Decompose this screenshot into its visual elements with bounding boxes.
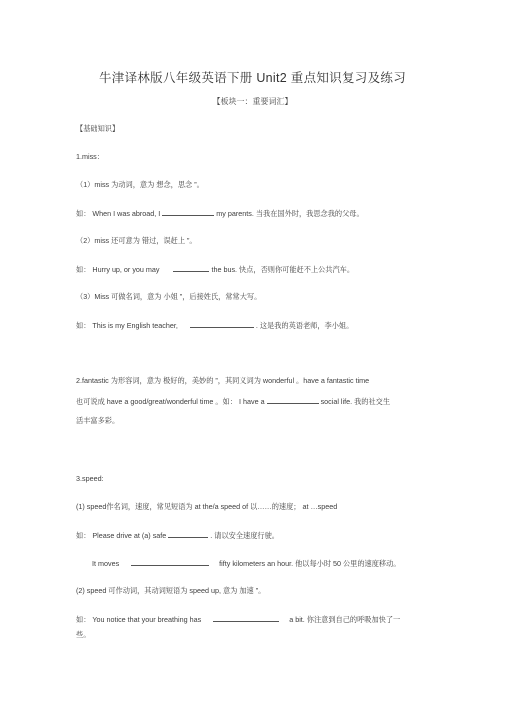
- speed-definition-1: (1) speed作名词，速度，常见短语为 at the/a speed of 以……的速度； at …speed: [76, 502, 338, 511]
- fantastic-line-3: 活丰富多彩。: [76, 416, 120, 425]
- answer-blank[interactable]: [173, 264, 209, 272]
- document-title: 牛津译林版八年级英语下册 Unit2 重点知识复习及练习: [98, 71, 407, 85]
- speed-example-3: 如： You notice that your breathing has a bit. 你注意到自己的呼吸加快了一: [76, 615, 401, 624]
- miss-example-2: 如： Hurry up, or you may the bus. 快点，否则你可能赶不上公共汽车。: [76, 265, 355, 274]
- module-header: 【板块一：重要词汇】: [212, 97, 293, 106]
- answer-blank[interactable]: [131, 558, 209, 566]
- miss-heading: 1.miss：: [76, 152, 104, 161]
- speed-example-1: 如： Please drive at (a) safe . 请以安全速度行驶。: [76, 531, 279, 540]
- miss-example-1: 如： When I was abroad, I my parents. 当我在国外时，我思念我的父母。: [76, 209, 364, 218]
- miss-example-3: 如： This is my English teacher, . 这是我的英语老师，李小姐。: [76, 321, 354, 330]
- answer-blank[interactable]: [190, 320, 254, 328]
- answer-blank[interactable]: [162, 208, 214, 216]
- miss-definition-3: （3）Miss 可做名词，意为 小姐 ”，后接姓氏，常常大写。: [76, 292, 262, 301]
- speed-heading: 3.speed:: [76, 474, 104, 483]
- miss-definition-1: （1）miss 为动词，意为 想念，思念 ”。: [76, 180, 204, 189]
- answer-blank[interactable]: [267, 396, 319, 404]
- fantastic-line-2: 也可说成 have a good/great/wonderful time 。如： I have a social life. 我的社交生: [76, 397, 391, 406]
- fantastic-line-1: 2.fantastic 为形容词，意为 极好的，美妙的 ”，其同义词为 wonderful 。have a fantastic time: [76, 376, 370, 385]
- answer-blank[interactable]: [213, 614, 279, 622]
- basic-knowledge-heading: 【基础知识】: [76, 124, 120, 133]
- miss-definition-2: （2）miss 还可意为 错过，误赶上 ”。: [76, 236, 197, 245]
- speed-definition-2: (2) speed 可作动词，其动词短语为 speed up, 意为 加速 ”。: [76, 586, 266, 595]
- speed-example-2: It moves fifty kilometers an hour. 他以每小时 50 公里的速度移动。: [92, 559, 401, 568]
- speed-example-3-continued: 些。: [76, 630, 91, 639]
- answer-blank[interactable]: [168, 530, 208, 538]
